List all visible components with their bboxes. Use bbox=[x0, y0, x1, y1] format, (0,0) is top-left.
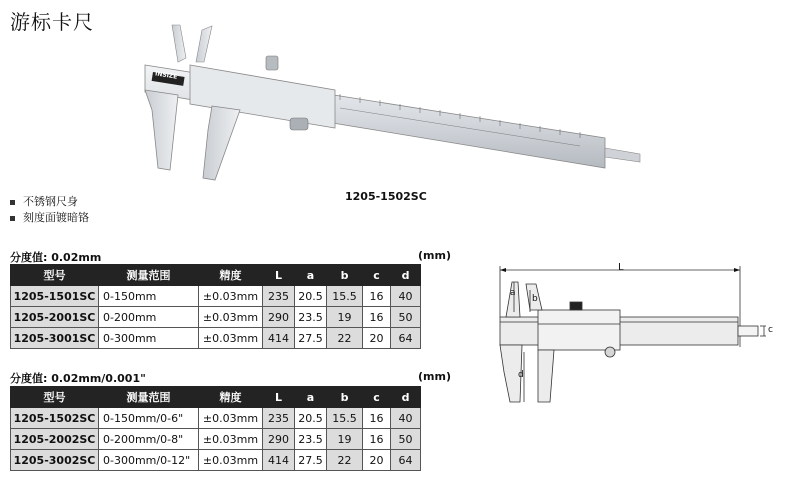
brand-logo: INSIZE bbox=[154, 70, 178, 81]
col-d: d bbox=[391, 387, 421, 408]
dimension-diagram bbox=[490, 262, 780, 407]
bullet-icon bbox=[10, 200, 15, 205]
dim-c-label: c bbox=[768, 325, 773, 335]
col-b: b bbox=[327, 265, 363, 286]
table-row: 1205-1501SC 0-150mm ±0.03mm 235 20.5 15.5 16 40 bbox=[11, 286, 421, 307]
table-row: 1205-2001SC 0-200mm ±0.03mm 290 23.5 19 16 50 bbox=[11, 307, 421, 328]
feature-list bbox=[10, 194, 89, 226]
dim-b-label: b bbox=[532, 294, 538, 304]
dim-a-label: a bbox=[510, 288, 516, 298]
table-1-unit: (mm) bbox=[418, 249, 451, 262]
table-row: 1205-2002SC 0-200mm/0-8" ±0.03mm 290 23.5 19 16 50 bbox=[11, 429, 421, 450]
feature-item: 不锈钢尺身 bbox=[10, 194, 89, 210]
table-row: 1205-3001SC 0-300mm ±0.03mm 414 27.5 22 20 64 bbox=[11, 328, 421, 349]
col-accuracy: 精度 bbox=[199, 265, 263, 286]
table-2-heading: 分度值: 0.02mm/0.001" bbox=[10, 372, 146, 385]
spec-table-2 bbox=[10, 386, 421, 471]
col-b: b bbox=[327, 387, 363, 408]
table-2-unit: (mm) bbox=[418, 370, 451, 383]
spec-table-1 bbox=[10, 264, 421, 349]
dim-L-label: L bbox=[618, 262, 624, 273]
caliper-product-image bbox=[100, 20, 660, 190]
page-title: 游标卡尺 bbox=[10, 10, 94, 34]
feature-item: 刻度面镀暗铬 bbox=[10, 210, 89, 226]
table-row: 1205-1502SC 0-150mm/0-6" ±0.03mm 235 20.5 15.5 16 40 bbox=[11, 408, 421, 429]
product-model-label: 1205-1502SC bbox=[345, 190, 427, 203]
col-a: a bbox=[295, 265, 327, 286]
bullet-icon bbox=[10, 216, 15, 221]
col-accuracy: 精度 bbox=[199, 387, 263, 408]
col-d: d bbox=[391, 265, 421, 286]
col-L: L bbox=[263, 387, 295, 408]
dim-d-label: d bbox=[518, 370, 524, 380]
table-header-row bbox=[11, 387, 421, 408]
table-1-heading: 分度值: 0.02mm bbox=[10, 251, 102, 264]
col-L: L bbox=[263, 265, 295, 286]
col-model: 型号 bbox=[11, 265, 99, 286]
col-c: c bbox=[363, 265, 391, 286]
col-range: 测量范围 bbox=[99, 387, 199, 408]
table-row: 1205-3002SC 0-300mm/0-12" ±0.03mm 414 27.5 22 20 64 bbox=[11, 450, 421, 471]
table-header-row bbox=[11, 265, 421, 286]
col-range: 测量范围 bbox=[99, 265, 199, 286]
col-a: a bbox=[295, 387, 327, 408]
col-c: c bbox=[363, 387, 391, 408]
col-model: 型号 bbox=[11, 387, 99, 408]
